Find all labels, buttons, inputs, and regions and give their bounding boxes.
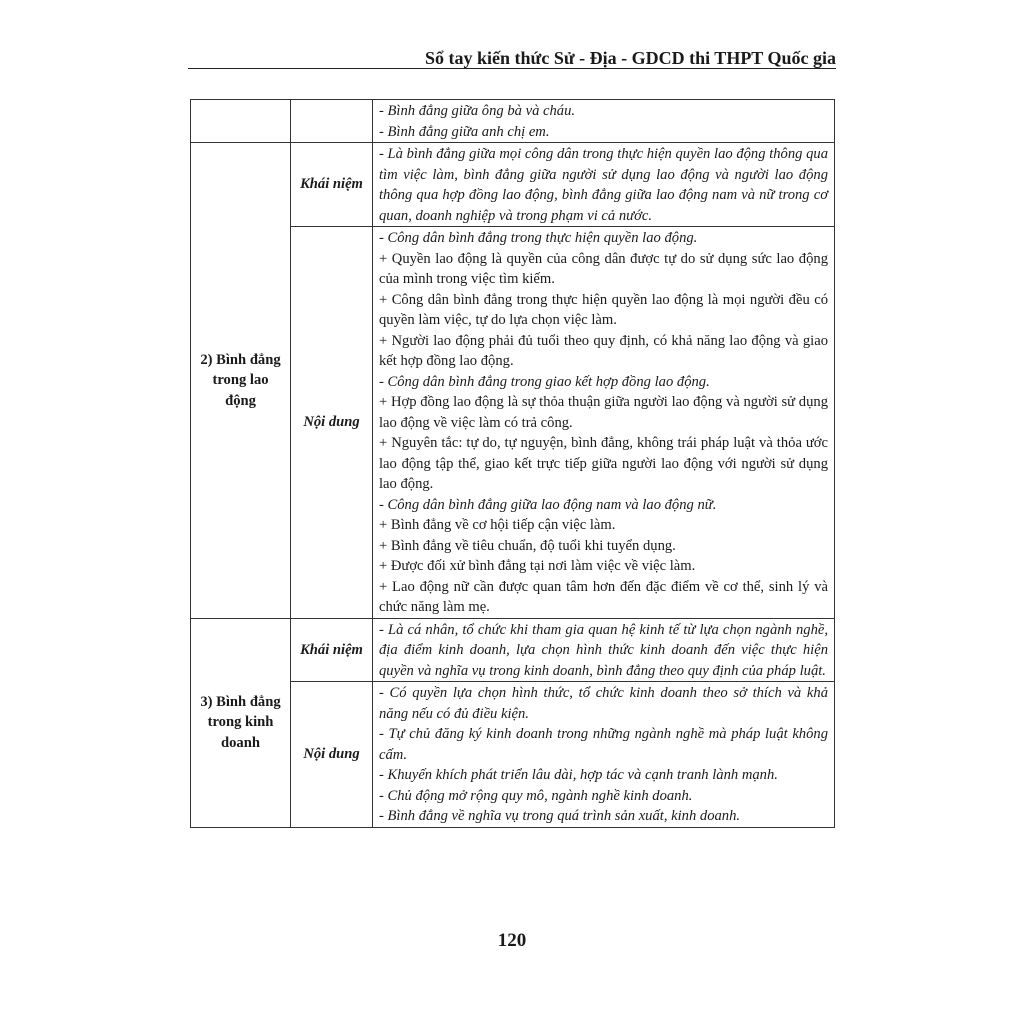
content-line: + Lao động nữ cần được quan tâm hơn đến đặc điểm về cơ thể, sinh lý và chức năng làm mẹ.	[379, 578, 828, 615]
content-cell	[373, 143, 835, 227]
content-table	[190, 99, 835, 828]
content-line: + Quyền lao động là quyền của công dân được tự do sử dụng sức lao động của mình trong việc tìm kiếm.	[379, 250, 828, 287]
row-label: Khái niệm	[291, 618, 373, 682]
content-line: - Khuyến khích phát triển lâu dài, hợp tác và cạnh tranh lành mạnh.	[379, 767, 778, 783]
header-rule	[188, 68, 836, 69]
row-label: Nội dung	[291, 682, 373, 828]
page-header-title: Sổ tay kiến thức Sử - Địa - GDCD thi THPT Quốc gia	[425, 48, 836, 68]
content-line: - Là bình đẳng giữa mọi công dân trong thực hiện quyền lao động thông qua tìm việc làm, bình đẳng giữa người sử dụng lao động và người lao động thông qua hợp đồng lao động, bình đẳng giữa lao động nam và nữ trong cơ quan, doanh nghiệp và trong phạm vi cả nước.	[379, 146, 828, 224]
content-line: + Công dân bình đẳng trong thực hiện quyền lao động là mọi người đều có quyền làm việc, tự do lựa chọn việc làm.	[379, 291, 828, 328]
content-line: + Bình đẳng về tiêu chuẩn, độ tuổi khi tuyển dụng.	[379, 537, 676, 554]
content-line: - Công dân bình đẳng trong giao kết hợp đồng lao động.	[379, 373, 710, 390]
table-row	[191, 100, 835, 143]
content-line: - Bình đẳng về nghĩa vụ trong quá trình sản xuất, kinh doanh.	[379, 808, 741, 824]
content-line: - Có quyền lựa chọn hình thức, tổ chức kinh doanh theo sở thích và khả năng nếu có đủ điều kiện.	[379, 685, 828, 722]
content-cell	[373, 618, 835, 682]
content-cell	[373, 682, 835, 828]
content-line: + Hợp đồng lao động là sự thỏa thuận giữa người lao động và người sử dụng lao động về việc làm có trả công.	[379, 394, 828, 431]
page-number: 120	[497, 930, 527, 951]
content-cell	[373, 100, 835, 143]
empty-section-cell	[191, 100, 291, 143]
content-line: - Tự chủ đăng ký kinh doanh trong những ngành nghề mà pháp luật không cấm.	[379, 726, 828, 763]
row-label: Khái niệm	[291, 143, 373, 227]
section-title: 3) Bình đẳng trong kinh doanh	[191, 618, 291, 827]
row-label: Nội dung	[291, 227, 373, 619]
content-line: + Bình đẳng về cơ hội tiếp cận việc làm.	[379, 517, 616, 533]
content-line: - Bình đẳng giữa ông bà và cháu.	[379, 103, 576, 119]
content-line: + Người lao động phải đủ tuổi theo quy định, có khả năng lao động và giao kết hợp đồng lao động.	[379, 332, 828, 369]
table-row	[191, 143, 835, 227]
content-line: + Nguyên tắc: tự do, tự nguyện, bình đẳng, không trái pháp luật và thỏa ước lao động tập thể, giao kết trực tiếp giữa người lao động với người sử dụng lao động.	[379, 435, 828, 492]
section-title: 2) Bình đẳng trong lao động	[191, 143, 291, 619]
table-row	[191, 618, 835, 682]
content-line: - Công dân bình đẳng trong thực hiện quyền lao động.	[379, 230, 698, 246]
content-line: - Là cá nhân, tổ chức khi tham gia quan hệ kinh tế từ lựa chọn ngành nghề, địa điểm kinh doanh, lựa chọn hình thức kinh doanh đến việc thực hiện quyền và nghĩa vụ trong kinh doanh, bình đẳng theo quy định của pháp luật.	[379, 621, 828, 679]
empty-subheader-cell	[291, 100, 373, 143]
content-cell	[373, 227, 835, 619]
content-line: + Được đối xử bình đẳng tại nơi làm việc về việc làm.	[379, 558, 696, 574]
content-line: - Chủ động mở rộng quy mô, ngành nghề kinh doanh.	[379, 787, 693, 804]
content-line: - Công dân bình đẳng giữa lao động nam và lao động nữ.	[379, 496, 717, 513]
content-line: - Bình đẳng giữa anh chị em.	[379, 123, 550, 140]
